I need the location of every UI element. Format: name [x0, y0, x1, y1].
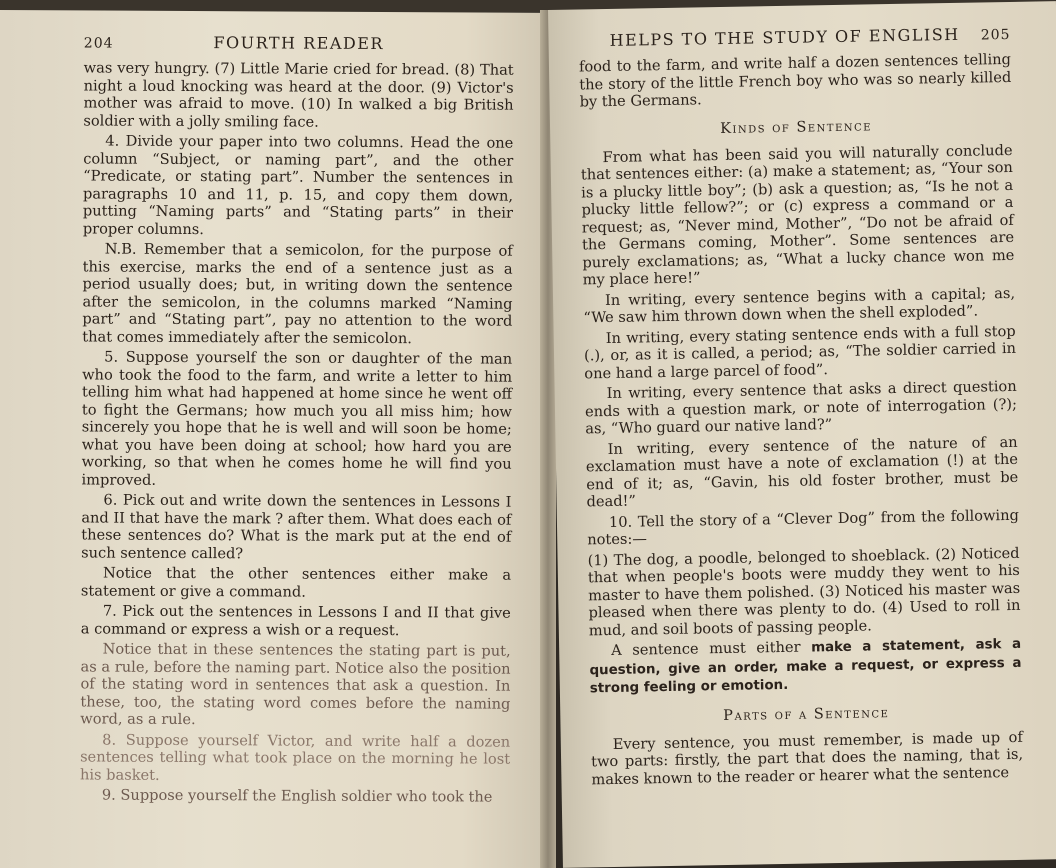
right-paragraph-3: In writing, every stating sentence ends with a full stop (.), or, as it is called, a period; as, “The soldier carried in one hand a large parcel of food”.	[583, 322, 1017, 382]
left-paragraph-3: N.B. Remember that a semicolon, for the purpose of this exercise, marks the end of a sentence just as a period usually does; but, in writing down the sentence after the semicolon, in the columns marked “Naming part” and “Stating part”, pay no attention to the word that comes immediately after the semicolon.	[82, 240, 513, 347]
section-heading-kinds: Kinds of Sentence	[719, 117, 873, 137]
left-page-number: 204	[83, 35, 114, 52]
right-paragraph-4: In writing, every sentence that asks a direct question ends with a question mark, or note of interrogation (?); as, “Who guard our native land?”	[584, 377, 1018, 438]
right-paragraph-5: In writing, every sentence of the nature of an exclamation must have a note of exclamation (!) at the end of it; as, “Gavin, his old foster brother, must be dead!”	[585, 433, 1019, 511]
left-paragraph-1: was very hungry. (7) Little Marie cried for bread. (8) That night a loud knocking was heard at the door. (9) Victor's mother was afraid to move. (10) In walked a big British soldier with a jolly smiling face.	[83, 59, 514, 131]
left-paragraph-9: 8. Suppose yourself Victor, and write half a dozen sentences telling what took place on the morning he lost his basket.	[79, 731, 511, 784]
right-page	[548, 1, 1056, 868]
left-paragraph-4: 5. Suppose yourself the son or daughter of the man who took the food to the farm, and write a letter to him telling him what had happened at home since he went off to fight the Germans; how much you all miss him; how sincerely you hope that he is well and will soon be home; what you have been doing at school; how hard you are working, so that when he comes home he will find you improved.	[81, 348, 513, 489]
right-paragraph-1: From what has been said you will naturally conclude that sentences either: (a) make a statement; as, “Your son is a plucky little boy”; (b) ask a question; as, “Is he not a plucky little fellow?”; or (c) express a command or a request; as, “Never mind, Mother”, “Do not be afraid of the Germans coming, Mother”. Some sentences are purely exclamations; as, “What a lucky chance won me my place here!”	[580, 141, 1015, 289]
left-paragraph-2: 4. Divide your paper into two columns. Head the one column “Subject, or naming part”, and the other “Predicate, or stating part”. Number the sentences in paragraphs 10 and 11, p. 15, and copy them down, putting “Naming parts” and “Stating parts” in their proper columns.	[82, 132, 514, 238]
left-paragraph-7: 7. Pick out the sentences in Lessons I and II that give a command or express a wish or a request.	[80, 602, 511, 639]
right-paragraph-2: In writing, every sentence begins with a capital; as, “We saw him thrown down when the shell exploded”.	[583, 284, 1016, 327]
left-running-head	[84, 32, 514, 53]
sentence-rule	[589, 635, 1022, 698]
right-paragraph-8: Every sentence, you must remember, is made up of two parts: firstly, the part that does the naming, that is, makes known to the reader or hearer what the sentence	[590, 728, 1024, 788]
left-running-title: FOURTH READER	[213, 33, 385, 54]
right-page-number: 205	[980, 26, 1011, 44]
section-heading-parts: Parts of a Sentence	[723, 704, 890, 724]
left-page	[0, 10, 548, 868]
sentence-rule-prefix: A sentence must either	[611, 638, 812, 659]
right-running-title: HELPS TO THE STUDY OF ENGLISH	[609, 24, 960, 50]
left-paragraph-10: 9. Suppose yourself the English soldier who took the	[101, 786, 493, 806]
left-paragraph-5: 6. Pick out and write down the sentences in Lessons I and II that have the mark ? after them. What does each of these sentences do? What is the mark put at the end of such sentence called?	[81, 491, 512, 562]
sentence-rule-bold: make a statement, ask a question, give an order, make a request, or express a strong feeling or emotion.	[589, 636, 1022, 697]
left-paragraph-6: Notice that the other sentences either make a statement or give a command.	[80, 564, 512, 601]
left-paragraph-8: Notice that in these sentences the stating part is put, as a rule, before the naming part. Notice also the position of the stating word in sentences that ask a question. In these, too, the stating word comes before the naming word, as a rule.	[80, 640, 511, 729]
right-running-head	[578, 24, 1010, 51]
right-paragraph-6: 10. Tell the story of a “Clever Dog” from the following notes:—	[587, 506, 1020, 549]
right-paragraph-7: (1) The dog, a poodle, belonged to shoeblack. (2) Noticed that when people's boots were muddy they went to his master to have them polished. (3) Noticed his master was pleased when there was plenty to do. (4) Used to roll in mud, and soil boots of passing people.	[587, 544, 1021, 639]
right-intro-paragraph: food to the farm, and write half a dozen sentences telling the story of the little French boy who was so nearly killed by the Germans.	[578, 50, 1012, 111]
